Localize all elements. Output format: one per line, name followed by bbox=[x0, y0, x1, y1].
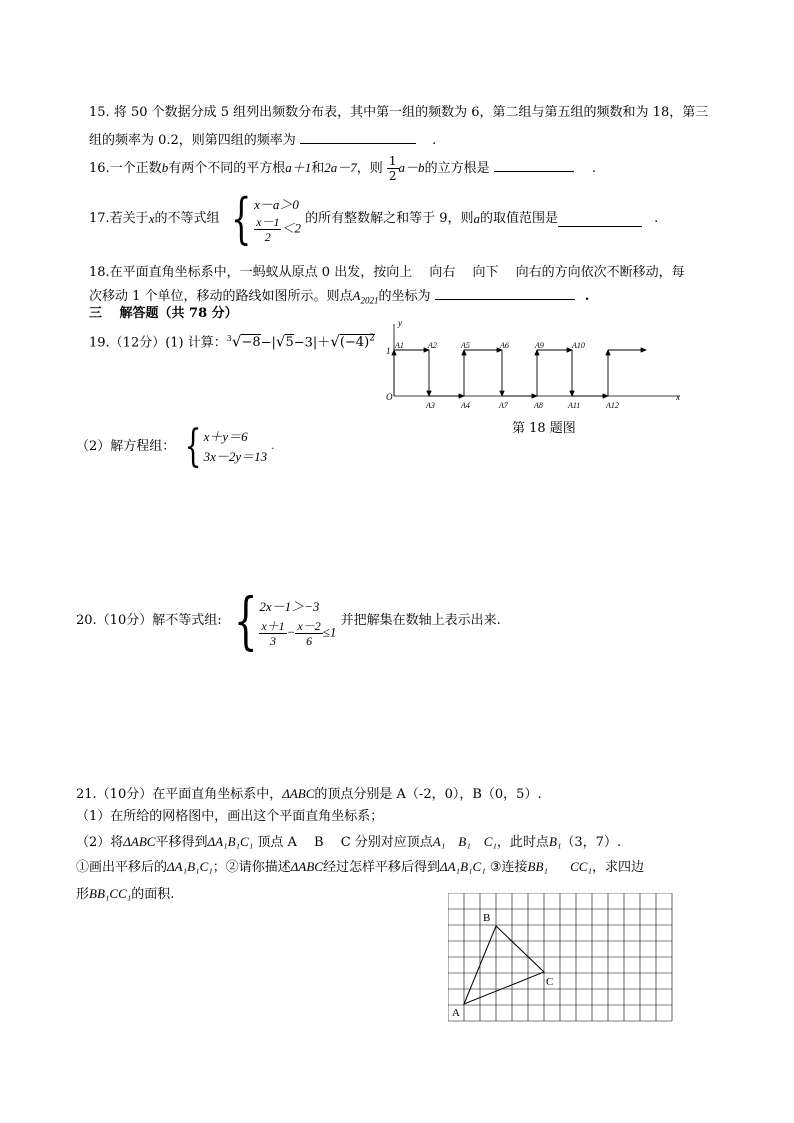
q16 bbox=[89, 152, 596, 185]
q21-line4-c: 经过怎样平移后得到 bbox=[322, 860, 440, 875]
radical-icon: √ bbox=[330, 332, 340, 351]
q19-brace: { bbox=[185, 421, 202, 472]
q16-fraction bbox=[387, 154, 399, 183]
q19-sqrt-body bbox=[340, 334, 375, 350]
q15-line2 bbox=[89, 129, 436, 150]
q21-line4-tri1b: ΔA₁B₁C₁ bbox=[439, 859, 486, 874]
point-label-a9: A9 bbox=[535, 341, 544, 350]
point-label-a12: A12 bbox=[606, 401, 619, 410]
q19-cbrt-index: 3 bbox=[226, 334, 232, 343]
q20-frac1-num: x＋1 bbox=[261, 618, 285, 633]
q17-system bbox=[254, 195, 301, 244]
q21-line5-quad: BB₁CC₁ bbox=[89, 886, 132, 901]
grid-lines bbox=[448, 893, 672, 1021]
q17-ineq2 bbox=[254, 215, 301, 244]
q16-expr2: 2a－7 bbox=[324, 160, 357, 175]
q21-line1 bbox=[76, 785, 542, 804]
origin-label: O bbox=[386, 392, 393, 402]
q21-line3-mid3: ，此时点 bbox=[496, 835, 549, 850]
q21-line3-tri: ΔABC bbox=[123, 834, 156, 849]
grid-label-a: A bbox=[452, 1007, 460, 1019]
q17-var-a: a bbox=[473, 211, 481, 226]
q19-sqrt5: 5 bbox=[285, 335, 294, 351]
q20-brace: { bbox=[233, 584, 258, 657]
axis-y-label: y bbox=[398, 318, 402, 328]
grid-label-b: B bbox=[483, 912, 491, 924]
q18-answer-blank[interactable] bbox=[435, 285, 575, 300]
q19-sqrt-body-text: (−4) bbox=[339, 335, 370, 351]
point-label-a2: A2 bbox=[428, 341, 437, 350]
q21-line3 bbox=[76, 833, 621, 852]
q18-point-sub: 2021 bbox=[360, 295, 379, 306]
figure-18-caption: 第 18 题图 bbox=[512, 421, 576, 436]
q15-end: . bbox=[432, 133, 437, 148]
q21-line1-post: 的顶点分别是 A（-2，0），B（0，5）. bbox=[314, 787, 542, 802]
q17-mid: 的不等式组 bbox=[154, 211, 220, 226]
bottom-point-labels bbox=[425, 401, 619, 410]
q21-line4-b: ；②请你描述 bbox=[212, 860, 291, 875]
q16-prefix: 16.一个正数 bbox=[89, 161, 162, 176]
q21-line4 bbox=[76, 858, 644, 877]
q20-frac2-num: x－2 bbox=[297, 618, 321, 633]
q20-frac1-den: 3 bbox=[270, 633, 276, 648]
q20-frac2-den: 6 bbox=[306, 633, 313, 648]
q18-line2-pre: 次移动 1 个单位，移动的路线如图所示。则点 bbox=[89, 289, 353, 304]
q16-mid2: ，则 bbox=[356, 161, 383, 176]
q19-abs-open: −| bbox=[260, 335, 276, 351]
q16-answer-blank[interactable] bbox=[494, 157, 574, 172]
q21-line3-mid: 平移得到 bbox=[155, 835, 208, 850]
q19-system bbox=[204, 427, 268, 467]
q18-line2-post: 的坐标为 bbox=[378, 289, 431, 304]
point-label-a11: A11 bbox=[568, 401, 581, 410]
point-label-a8: A8 bbox=[534, 401, 543, 410]
section3-heading: 三 解答题（共 78 分） bbox=[89, 306, 238, 321]
axis-x-label: x bbox=[676, 392, 680, 402]
q20-suffix: 并把解集在数轴上表示出来. bbox=[340, 613, 501, 628]
q19-part1-prefix: 19.（12分）(1) 计算： bbox=[89, 335, 227, 351]
q16-suffix: 的立方根是 bbox=[424, 161, 490, 176]
q21-line4-d: ③连接 bbox=[489, 860, 528, 875]
q21-line1-pre: 21.（10分）在平面直角坐标系中， bbox=[76, 787, 283, 802]
q15-line1: 15. 将 50 个数据分成 5 组列出频数分布表，其中第一组的频数为 6，第二组与第五组的频数和为 18，第三 bbox=[89, 105, 709, 120]
q15-line2-text: 组的频率为 0.2，则第四组的频率为 bbox=[89, 133, 296, 148]
q17-lt2: ＜2 bbox=[281, 219, 301, 235]
q16-end: . bbox=[591, 161, 596, 176]
q21-line5-a: 形 bbox=[76, 887, 90, 902]
q21-line5 bbox=[76, 885, 174, 904]
q21-line3-pts: A₁ B₁ C₁ bbox=[432, 834, 497, 849]
q19-sq: 2 bbox=[369, 334, 375, 344]
q21-line3-coord: （3，7）. bbox=[561, 835, 622, 850]
q16-and: 和 bbox=[311, 161, 325, 176]
q18-line1: 18.在平面直角坐标系中，一蚂蚁从原点 0 出发，按向上 向右 向下 向右的方向依次不断移动，每 bbox=[89, 265, 685, 280]
q21-line3-mid2: 顶点 A B C 分别对应顶点 bbox=[257, 835, 433, 850]
q17-frac-den: 2 bbox=[264, 229, 271, 244]
q21-line3-pre: （2）将 bbox=[76, 835, 124, 850]
q21-line4-a: ①画出平移后的 bbox=[76, 860, 168, 875]
q20-prefix: 20.（10分）解不等式组: bbox=[76, 613, 222, 628]
ant-path bbox=[394, 350, 646, 396]
q21-line3-b1: B₁ bbox=[548, 834, 562, 849]
point-label-a1: A1 bbox=[395, 341, 404, 350]
q20-ineq1: 2x－1＞−3 bbox=[259, 598, 320, 614]
q16-frac-num: 1 bbox=[388, 154, 397, 168]
q16-mid1: 有两个不同的平方根 bbox=[168, 161, 286, 176]
q20 bbox=[76, 584, 501, 658]
q21-line4-tri1: ΔA₁B₁C₁ bbox=[167, 859, 213, 874]
point-label-a5: A5 bbox=[461, 341, 470, 350]
q20-minus: − bbox=[286, 623, 296, 639]
point-label-a10: A10 bbox=[572, 341, 585, 350]
q16-expr1: a＋1 bbox=[285, 160, 312, 175]
grid-label-c: C bbox=[546, 976, 554, 988]
q17-suffix1: 的所有整数解之和等于 9，则 bbox=[305, 211, 474, 226]
q16-var-b: b bbox=[161, 160, 169, 175]
q21-grid-figure bbox=[448, 893, 678, 1023]
q21-line5-b: 的面积. bbox=[131, 887, 175, 902]
q21-line3-tri1: ΔA₁B₁C₁ bbox=[207, 834, 254, 849]
q21-line4-cc1: CC₁ bbox=[570, 859, 592, 874]
q17-brace: { bbox=[230, 187, 252, 250]
q17-frac-num: x－1 bbox=[256, 214, 280, 229]
radical-icon: √ bbox=[231, 332, 242, 351]
q17-end: . bbox=[654, 211, 659, 226]
q16-expr3: a－b bbox=[398, 160, 425, 175]
q19-part1 bbox=[89, 328, 375, 354]
q19-part2 bbox=[76, 421, 275, 472]
top-point-labels bbox=[394, 341, 585, 350]
q19-part2-prefix: （2）解方程组： bbox=[76, 439, 176, 454]
point-label-a6: A6 bbox=[500, 341, 509, 350]
radical-icon: √ bbox=[275, 332, 286, 351]
q19-eq1: x＋y＝6 bbox=[203, 429, 248, 444]
q19-eq2: 3x－2y＝13 bbox=[203, 449, 268, 464]
q19-end: . bbox=[271, 441, 275, 452]
q17-answer-blank[interactable] bbox=[558, 212, 642, 227]
q17-var-x: x bbox=[148, 211, 155, 226]
q16-frac-den: 2 bbox=[388, 169, 397, 183]
q21-line4-e: ，求四边 bbox=[591, 860, 644, 875]
q17-suffix2: 的取值范围是 bbox=[480, 211, 559, 226]
q20-system bbox=[259, 595, 336, 648]
q21-line4-tri: ΔABC bbox=[290, 859, 323, 874]
q15-answer-blank[interactable] bbox=[300, 129, 416, 144]
q18-end: . bbox=[584, 289, 590, 304]
q20-ineq2 bbox=[259, 619, 336, 648]
q19-cbrt-body: −8 bbox=[241, 335, 261, 351]
point-label-a3: A3 bbox=[426, 401, 435, 410]
q17-ineq1: x－a＞0 bbox=[254, 196, 299, 212]
q21-line2: （1）在所给的网格图中，画出这个平面直角坐标系； bbox=[76, 809, 384, 824]
q17-prefix: 17.若关于 bbox=[89, 211, 149, 226]
q17 bbox=[89, 187, 659, 252]
q18-point: A bbox=[352, 288, 361, 303]
q21-tri: ΔABC bbox=[282, 786, 315, 801]
point-label-a7: A7 bbox=[499, 401, 508, 410]
triangle-abc bbox=[464, 926, 544, 1004]
q20-le1: ≤1 bbox=[322, 623, 337, 639]
point-label-a4: A4 bbox=[461, 401, 470, 410]
q21-line4-bb1: BB₁ bbox=[527, 859, 548, 874]
tick-1-label: 1 bbox=[386, 346, 391, 356]
q19-minus3: −3|＋ bbox=[293, 335, 331, 351]
